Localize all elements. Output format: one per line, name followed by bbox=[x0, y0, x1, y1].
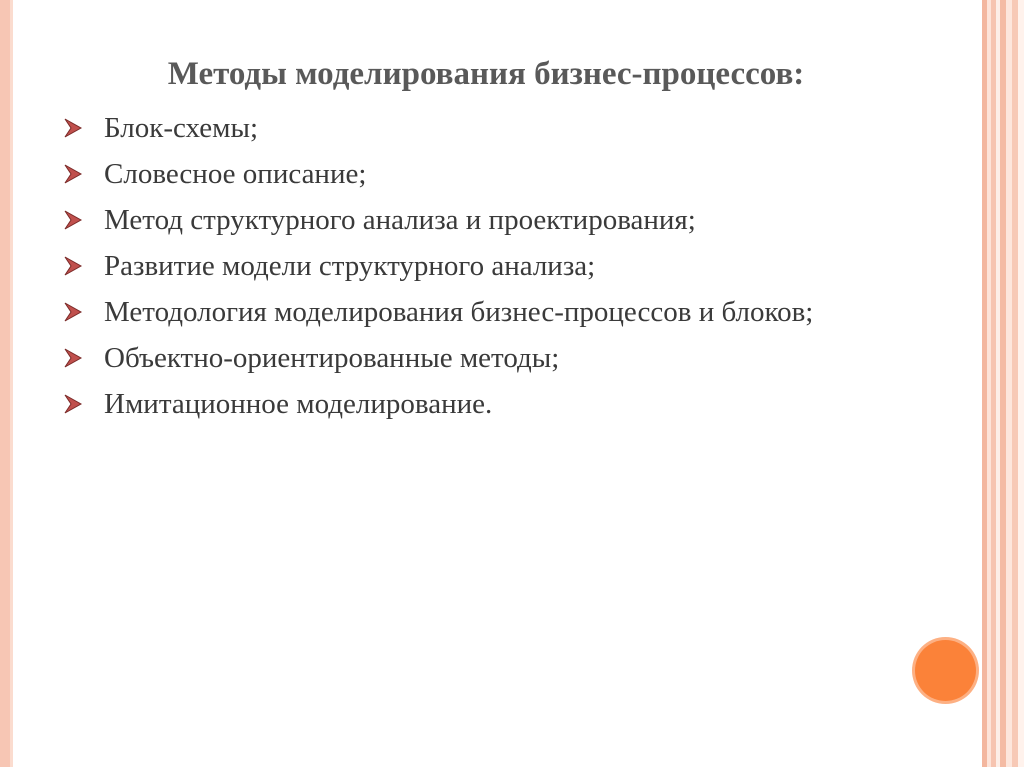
arrowhead-icon bbox=[62, 255, 84, 277]
bullet-item bbox=[62, 112, 922, 145]
bullet-text: Блок-схемы; bbox=[104, 112, 259, 144]
bullet-item bbox=[62, 204, 922, 237]
right-border-stripes bbox=[982, 0, 1024, 767]
bullet-item bbox=[62, 250, 922, 283]
bullet-item bbox=[62, 158, 922, 191]
arrowhead-icon bbox=[62, 393, 84, 415]
bullet-item bbox=[62, 342, 922, 375]
arrowhead-icon bbox=[62, 301, 84, 323]
bullet-text: Объектно-ориентированные методы; bbox=[104, 342, 560, 374]
slide-title: Методы моделирования бизнес-процессов: bbox=[167, 56, 805, 92]
arrowhead-icon bbox=[62, 209, 84, 231]
arrowhead-icon bbox=[62, 163, 84, 185]
bullet-item bbox=[62, 388, 922, 421]
bullet-text: Словесное описание; bbox=[104, 158, 367, 190]
bullet-text: Развитие модели структурного анализа; bbox=[104, 250, 596, 282]
bullet-item bbox=[62, 296, 922, 329]
bullet-text: Методология моделирования бизнес-процессов и блоков; bbox=[104, 296, 814, 328]
arrowhead-icon bbox=[62, 117, 84, 139]
bullet-list bbox=[62, 112, 922, 434]
left-border-stripe bbox=[0, 0, 13, 767]
arrowhead-icon bbox=[62, 347, 84, 369]
circle-icon bbox=[915, 640, 976, 701]
bullet-text: Метод структурного анализа и проектирования; bbox=[104, 204, 696, 236]
bullet-text: Имитационное моделирование. bbox=[104, 388, 493, 420]
